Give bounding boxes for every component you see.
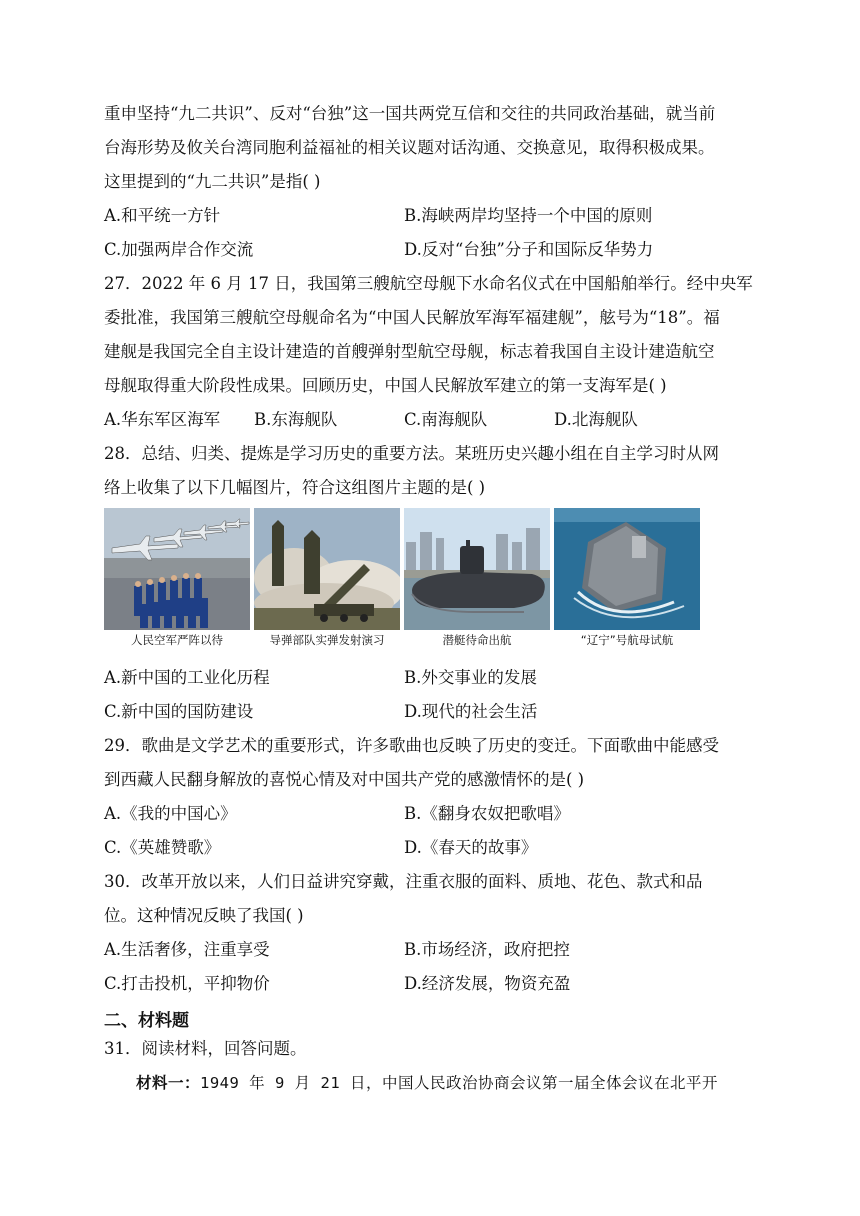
q30-option-c[interactable]: C.打击投机，平抑物价	[104, 974, 270, 993]
q27-line-3: 建舰是我国完全自主设计建造的首艘弹射型航空母舰，标志着我国自主设计建造航空	[104, 342, 715, 361]
material-text: 1949 年 9 月 21 日，中国人民政治协商会议第一届全体会议在北平开	[200, 1074, 718, 1092]
q30-option-a[interactable]: A.生活奢侈，注重享受	[104, 940, 270, 959]
material-one	[136, 1072, 718, 1094]
q28-line-2: 络上收集了以下几幅图片，符合这组图片主题的是( )	[104, 478, 486, 497]
aircraft-carrier-photo	[554, 508, 700, 650]
q28-option-b[interactable]: B.外交事业的发展	[404, 668, 537, 687]
caption-missile: 导弹部队实弹发射演习	[254, 630, 400, 650]
section-heading: 二、材料题	[104, 1011, 189, 1031]
q30-line-1: 30．改革开放以来，人们日益讲究穿戴，注重衣服的面料、质地、花色、款式和品	[104, 872, 703, 891]
material-label: 材料一：	[136, 1074, 201, 1092]
q28-option-c[interactable]: C.新中国的国防建设	[104, 702, 254, 721]
caption-air-force: 人民空军严阵以待	[104, 630, 250, 650]
q30-line-2: 位。这种情况反映了我国( )	[104, 906, 304, 925]
missile-launch-photo	[254, 508, 400, 650]
caption-submarine: 潜艇待命出航	[404, 630, 550, 650]
q27-option-a[interactable]: A.华东军区海军	[104, 410, 221, 429]
q29-option-b[interactable]: B.《翻身农奴把歌唱》	[404, 804, 570, 823]
q28-picture-strip	[104, 508, 704, 650]
q29-option-c[interactable]: C.《英雄赞歌》	[104, 838, 221, 857]
q27-option-d[interactable]: D.北海舰队	[554, 410, 638, 429]
q26-option-c[interactable]: C.加强两岸合作交流	[104, 240, 254, 259]
q26-line-2: 台海形势及攸关台湾同胞利益福祉的相关议题对话沟通、交换意见，取得积极成果。	[104, 138, 715, 157]
q26-option-b[interactable]: B.海峡两岸均坚持一个中国的原则	[404, 206, 653, 225]
q26-option-d[interactable]: D.反对“台独”分子和国际反华势力	[404, 240, 654, 259]
q30-option-d[interactable]: D.经济发展，物资充盈	[404, 974, 571, 993]
air-force-photo	[104, 508, 250, 650]
q28-line-1: 28．总结、归类、提炼是学习历史的重要方法。某班历史兴趣小组在自主学习时从网	[104, 444, 719, 463]
q27-option-c[interactable]: C.南海舰队	[404, 410, 488, 429]
caption-aircraft-carrier: “辽宁”号航母试航	[554, 630, 700, 650]
q27-line-2: 委批准，我国第三艘航空母舰命名为“中国人民解放军海军福建舰”，舷号为“18”。福	[104, 308, 720, 327]
q28-option-a[interactable]: A.新中国的工业化历程	[104, 668, 270, 687]
submarine-photo	[404, 508, 550, 650]
q26-line-3: 这里提到的“九二共识”是指( )	[104, 172, 321, 191]
q27-option-b[interactable]: B.东海舰队	[254, 410, 338, 429]
q29-option-a[interactable]: A.《我的中国心》	[104, 804, 237, 823]
q28-option-d[interactable]: D.现代的社会生活	[404, 702, 538, 721]
q26-option-a[interactable]: A.和平统一方针	[104, 206, 221, 225]
q29-line-2: 到西藏人民翻身解放的喜悦心情及对中国共产党的感激情怀的是( )	[104, 770, 585, 789]
q26-line-1: 重申坚持“九二共识”、反对“台独”这一国共两党互信和交往的共同政治基础，就当前	[104, 104, 716, 123]
q31-line: 31．阅读材料，回答问题。	[104, 1039, 307, 1058]
q30-option-b[interactable]: B.市场经济，政府把控	[404, 940, 570, 959]
q29-line-1: 29．歌曲是文学艺术的重要形式，许多歌曲也反映了历史的变迁。下面歌曲中能感受	[104, 736, 719, 755]
q27-line-4: 母舰取得重大阶段性成果。回顾历史，中国人民解放军建立的第一支海军是( )	[104, 376, 667, 395]
q27-line-1: 27．2022 年 6 月 17 日，我国第三艘航空母舰下水命名仪式在中国船舶举行。经中央军	[104, 274, 753, 293]
q29-option-d[interactable]: D.《春天的故事》	[404, 838, 538, 857]
